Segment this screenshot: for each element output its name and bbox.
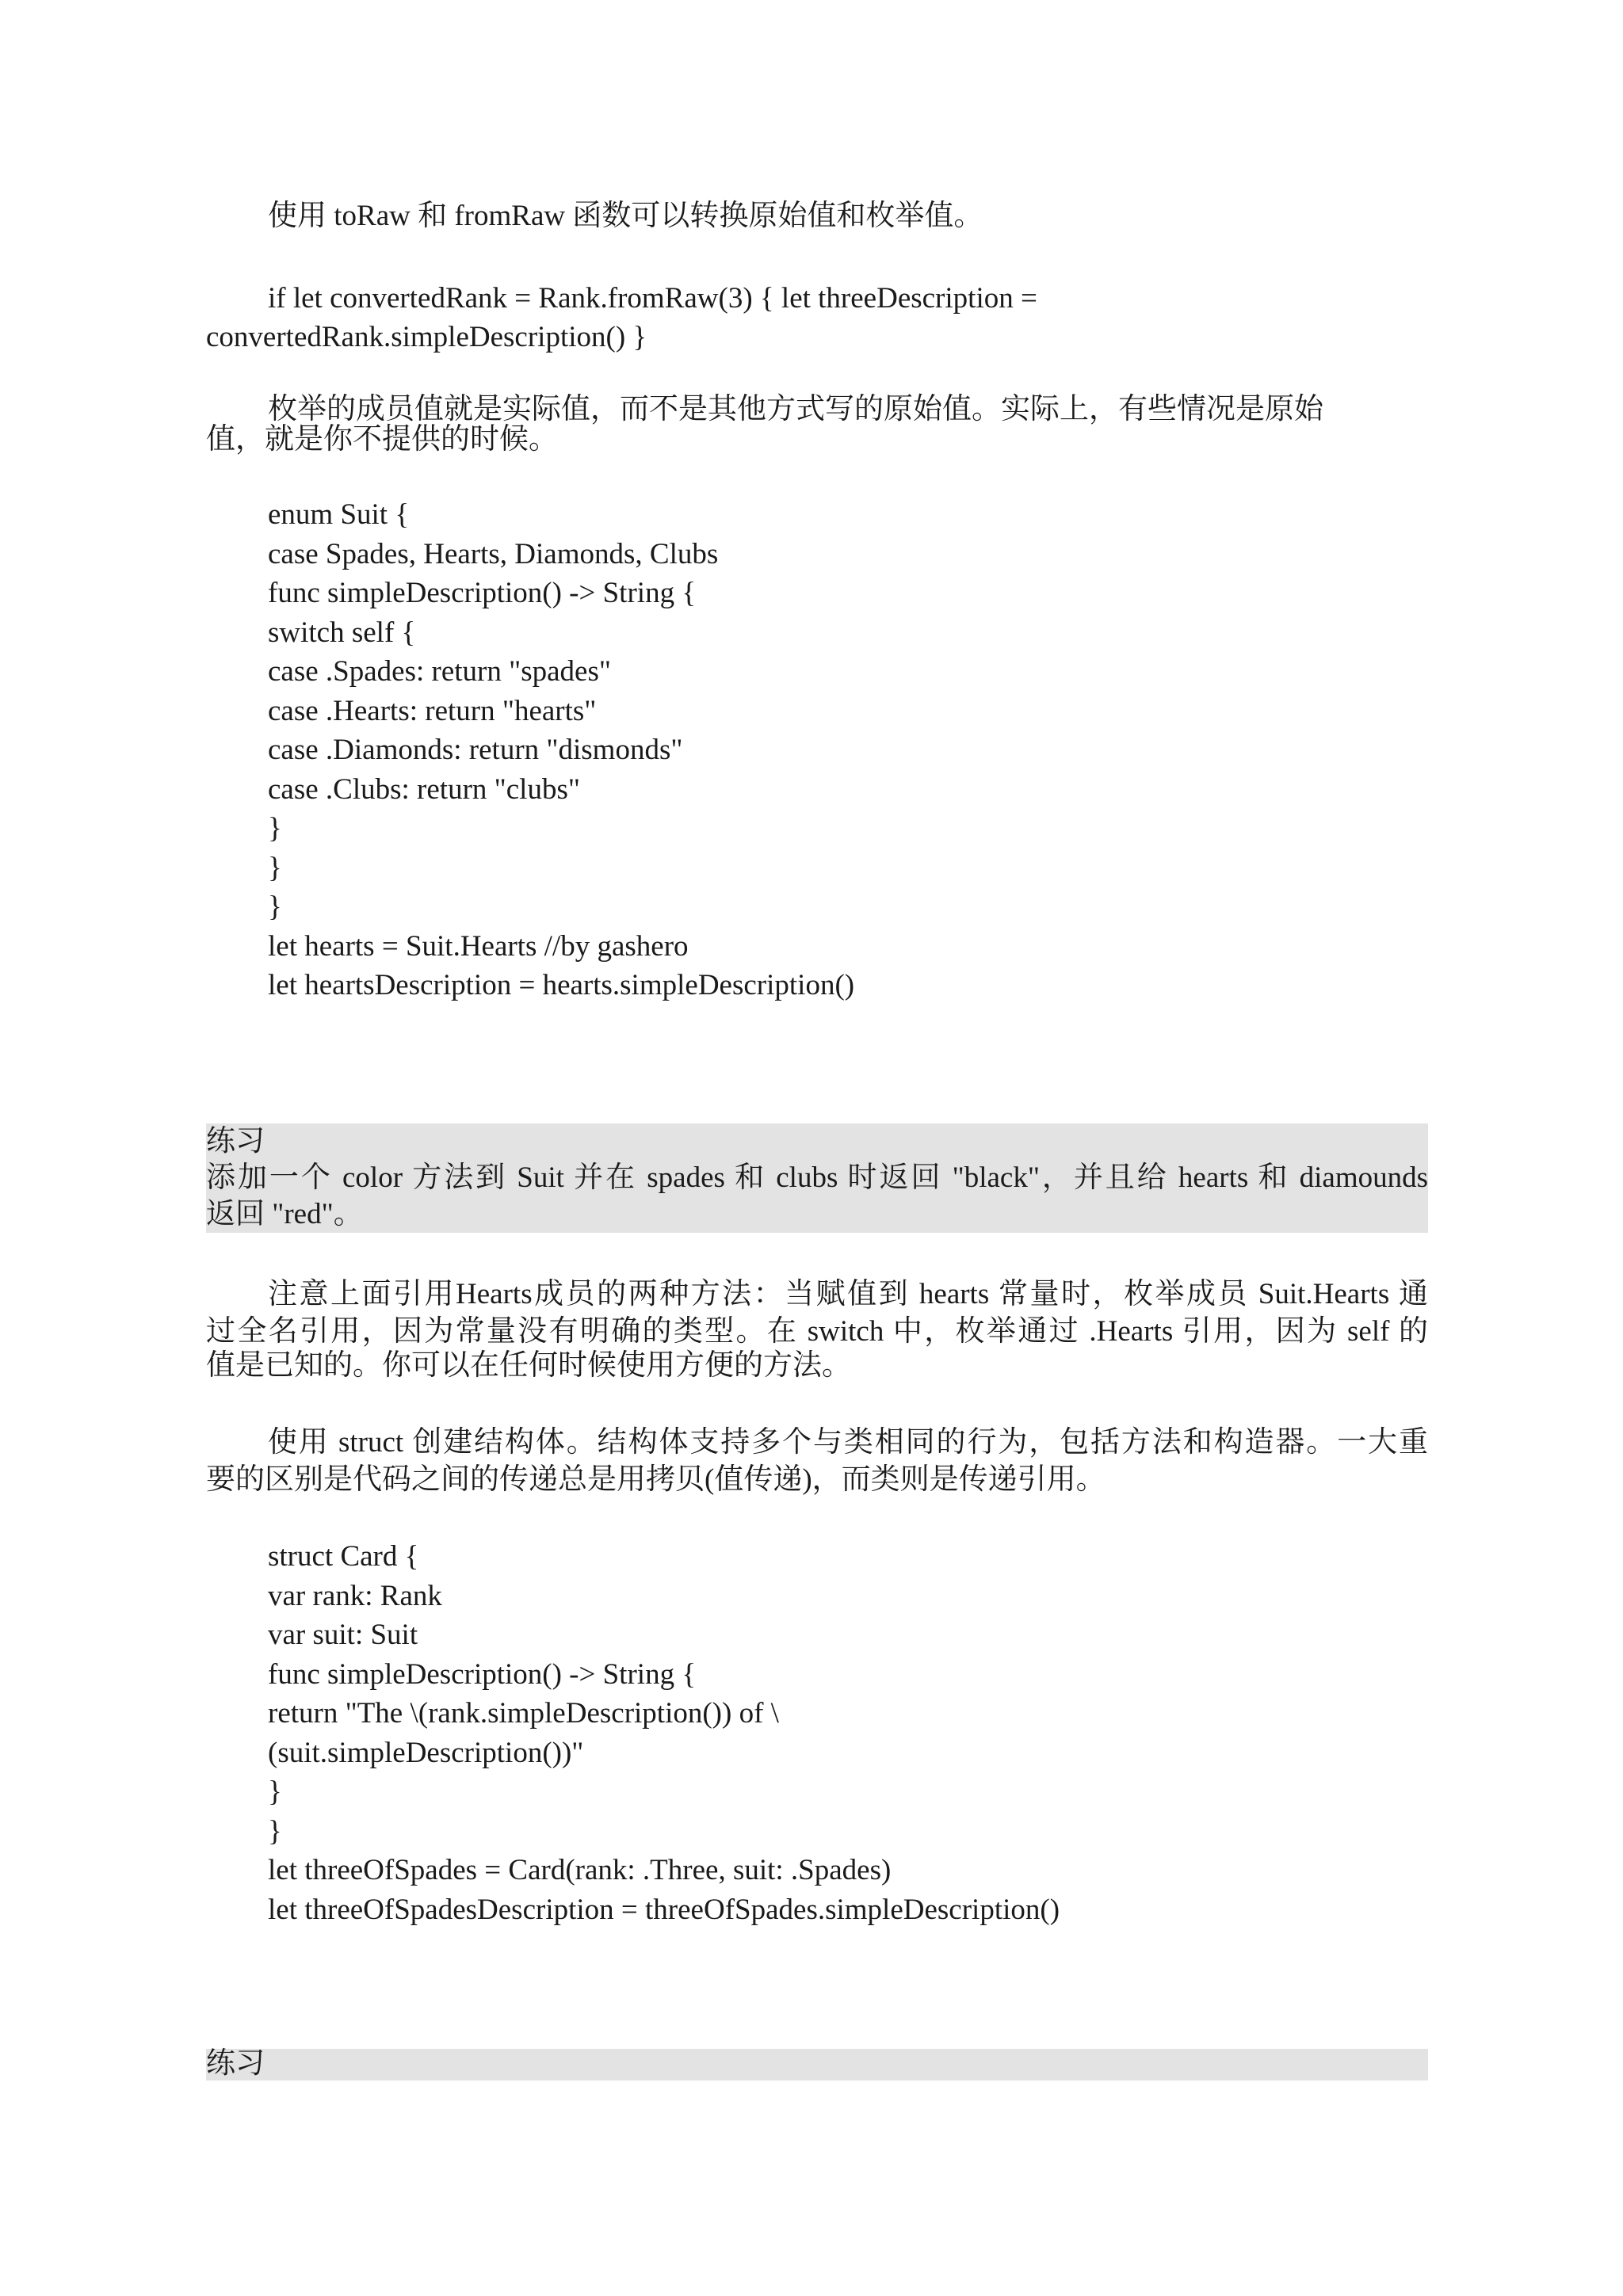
exercise-box: [206, 1123, 1428, 1233]
paragraph-toraw-fromraw: 使用 toRaw 和 fromRaw 函数可以转换原始值和枚举值。: [268, 200, 983, 232]
code-line: }: [268, 1775, 282, 1808]
paragraph-line: 注意上面引用Hearts成员的两种方法：当赋值到 hearts 常量时，枚举成员 Suit.Hearts 通: [268, 1278, 1428, 1310]
code-line: case .Hearts: return "hearts": [268, 695, 597, 727]
code-line: (suit.simpleDescription())": [268, 1737, 584, 1769]
code-line: }: [268, 891, 282, 923]
exercise-text-line: 添加一个 color 方法到 Suit 并在 spades 和 clubs 时返回 "black"，并且给 hearts 和 diamounds: [206, 1161, 1428, 1194]
code-line: switch self {: [268, 616, 416, 649]
code-line: case Spades, Hearts, Diamonds, Clubs: [268, 538, 719, 570]
paragraph-line: 值，就是你不提供的时候。: [206, 423, 558, 456]
code-line: func simpleDescription() -> String {: [268, 577, 697, 609]
code-line: case .Spades: return "spades": [268, 655, 611, 688]
paragraph-line: 要的区别是代码之间的传递总是用拷贝(值传递)，而类则是传递引用。: [206, 1463, 1106, 1496]
paragraph-line: 值是已知的。你可以在任何时候使用方便的方法。: [206, 1349, 851, 1382]
code-line: }: [268, 812, 282, 845]
code-line: return "The \(rank.simpleDescription()) of \: [268, 1697, 779, 1730]
exercise-box: [206, 2049, 1428, 2081]
code-line: func simpleDescription() -> String {: [268, 1658, 697, 1691]
code-line: case .Clubs: return "clubs": [268, 773, 580, 806]
code-line: let heartsDescription = hearts.simpleDescription(): [268, 969, 855, 1001]
code-line: case .Diamonds: return "dismonds": [268, 734, 683, 766]
exercise-text-line: 返回 "red"。: [206, 1198, 363, 1230]
code-line: var suit: Suit: [268, 1619, 418, 1651]
code-line: }: [268, 1815, 282, 1848]
code-line: struct Card {: [268, 1540, 419, 1573]
paragraph-line: 使用 struct 创建结构体。结构体支持多个与类相同的行为，包括方法和构造器。一大重: [268, 1426, 1428, 1459]
code-line: convertedRank.simpleDescription() }: [206, 321, 647, 353]
code-line: let threeOfSpadesDescription = threeOfSpades.simpleDescription(): [268, 1894, 1060, 1926]
exercise-title: 练习: [206, 2047, 265, 2080]
code-line: if let convertedRank = Rank.fromRaw(3) { let threeDescription =: [268, 282, 1037, 315]
code-line: var rank: Rank: [268, 1580, 442, 1612]
code-line: enum Suit {: [268, 498, 410, 531]
code-line: let hearts = Suit.Hearts //by gashero: [268, 930, 689, 963]
paragraph-line: 枚举的成员值就是实际值，而不是其他方式写的原始值。实际上，有些情况是原始: [268, 393, 1323, 425]
exercise-title: 练习: [206, 1125, 265, 1158]
paragraph-line: 过全名引用，因为常量没有明确的类型。在 switch 中，枚举通过 .Hearts 引用，因为 self 的: [206, 1315, 1428, 1348]
code-line: }: [268, 852, 282, 884]
code-line: let threeOfSpades = Card(rank: .Three, suit: .Spades): [268, 1854, 892, 1886]
